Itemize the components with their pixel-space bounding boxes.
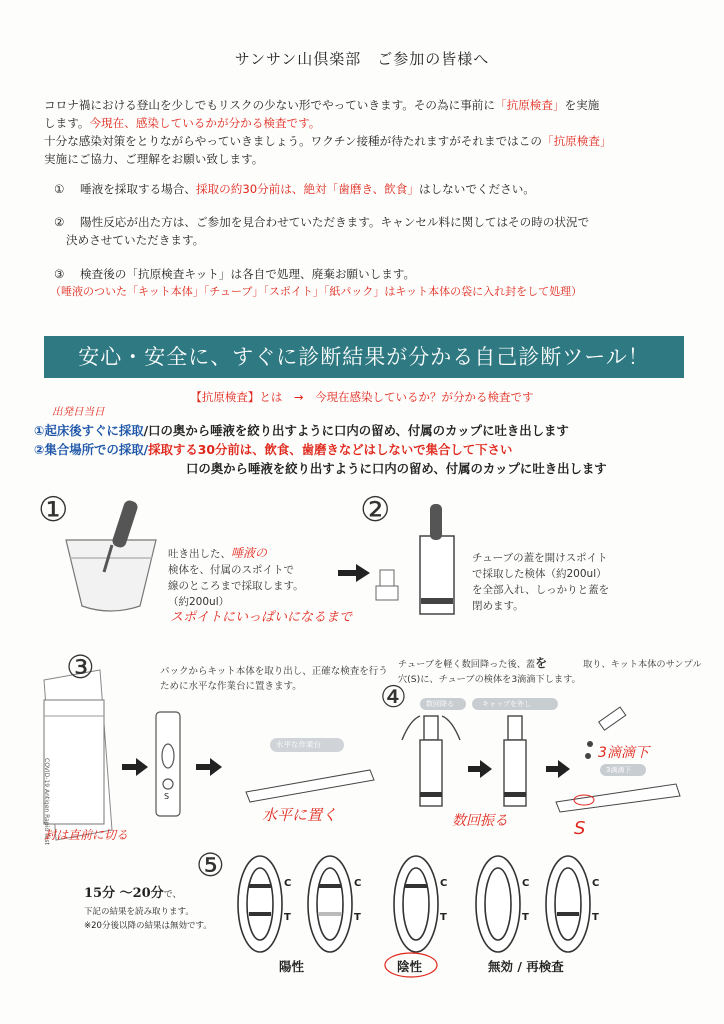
step-1-note: スポイトにいっぱいになるまで	[170, 610, 353, 625]
kit-s-label: S	[164, 792, 170, 801]
antigen-desc: 今現在感染しているか？が分かる検査です	[315, 390, 534, 404]
rule-1-c: 「歯磨き、飲食」	[326, 182, 419, 196]
step-3-b: ために水平な作業台に置きます。	[160, 681, 302, 692]
step-3-a: パックからキット本体を取り出し、正確な検査を行う	[160, 666, 388, 677]
intro-l1c: を実施	[564, 98, 600, 112]
arrow-4	[468, 760, 492, 778]
rule-1-d: はしないでください。	[418, 182, 535, 196]
step-5-a: 下記の結果を読み取ります。	[84, 907, 194, 917]
collect-1-a: ①起床後すぐに採取	[34, 423, 144, 438]
step-1-hand: 唾液の	[231, 546, 268, 560]
step-2-text	[472, 550, 609, 614]
step-2-b: で採取した検体（約200ul）	[472, 568, 607, 580]
collect-3: 口の奥から唾液を絞り出すように口内の留め、付属のカップに吐き出します	[186, 461, 607, 476]
rule-1-b: 採取の約30分前は、絶対	[195, 182, 327, 196]
step-4-text	[398, 656, 708, 687]
step-4-drops-note: 3滴滴下	[598, 745, 649, 761]
step-1-a: 吐き出した、	[168, 548, 231, 560]
step-4-tag-drops: 3滴滴下	[606, 766, 632, 774]
arrow-1	[338, 564, 370, 582]
collect-2-b: 採取する30分前は、飲食、歯磨きなどはしないで集合して下さい	[148, 442, 513, 457]
arrow-3	[196, 758, 222, 776]
step-4-hand: を	[535, 656, 548, 670]
step-1-d: （約200ul）	[168, 596, 230, 608]
cassette-2-c: C	[354, 878, 362, 889]
arrow-5	[546, 760, 570, 778]
step-5-text	[84, 882, 212, 933]
collect-1-b: /口の奥から唾液を絞り出すように口内の留め、付属のカップに吐き出します	[143, 423, 569, 438]
step-1-number: ①	[38, 490, 69, 530]
step-4-tag-shake: 数回降る	[426, 700, 454, 708]
step-2-a: チューブの蓋を開けスポイト	[472, 552, 608, 564]
collect-2-a: ②集合場所での採取/	[34, 442, 149, 457]
step-2-d: 閉めます。	[472, 600, 524, 612]
step-4-c: 穴(S)に、チューブの検体を3滴滴下します。	[398, 674, 581, 685]
step-4-number: ④	[380, 680, 407, 715]
rule-3-b: （唾液のついた「キット本体」「チューブ」「スポイト」「紙パック」はキット本体の袋に入れ封をして処理）	[50, 285, 583, 298]
cassette-1-c: C	[284, 878, 292, 889]
kit-pack-illustration	[44, 670, 112, 840]
step-1-text	[168, 545, 304, 610]
cassette-5-t: T	[592, 912, 599, 923]
step-5-b: ※20分後以降の結果は無効です。	[84, 921, 212, 931]
result-cassettes	[238, 856, 590, 952]
arrow-2	[122, 758, 148, 776]
step-4-b: 取り、キット本体のサンプル	[583, 659, 702, 670]
step-3-note: 水平に置く	[262, 806, 338, 824]
result-negative-label: 陰性	[397, 959, 423, 974]
step-4-a: チューブを軽く数回降った後、蓋	[398, 659, 536, 670]
step-3-seal-note: 封は直前に切る	[44, 828, 129, 842]
handnote-departure-day: 出発日当日	[52, 406, 105, 418]
step-5-number: ⑤	[196, 846, 225, 884]
cassette-3-t: T	[440, 912, 447, 923]
banner: 安心・安全に、すぐに診断結果が分かる自己診断ツール！	[44, 336, 684, 378]
intro-l3b: 「抗原検査」	[541, 134, 612, 148]
rule-1-a: 唾液を採取する場合、	[80, 182, 196, 196]
intro-l2a: します。	[44, 116, 90, 130]
cassette-3-c: C	[440, 878, 448, 889]
step-5-time: 15分 ～20分	[84, 886, 164, 901]
rule-2-number: ②	[54, 215, 65, 229]
antigen-label: 【抗原検査】とは →	[190, 390, 316, 404]
cassette-4-t: T	[522, 912, 529, 923]
cassette-1-t: T	[284, 912, 291, 923]
step-3-text	[160, 664, 388, 694]
rule-3-number: ③	[54, 267, 65, 281]
step-4-s-note: S	[574, 818, 586, 839]
cassette-4-c: C	[522, 878, 530, 889]
rule-2-a: 陽性反応が出た方は、ご参加を見合わせていただきます。キャンセル料に関してはその時の状況で	[80, 215, 590, 229]
kit-pack-label: COVID-19 Antigen Rapid Test	[43, 758, 50, 845]
result-invalid-label: 無効 / 再検査	[488, 959, 564, 974]
step-4-shake-note: 数回振る	[452, 813, 508, 829]
rule-2-b: 決めさせていただきます。	[66, 233, 205, 247]
intro-l2b: 今現在、感染しているかが分かる検査です。	[89, 116, 321, 130]
step-3-tag: 水平な作業台	[276, 740, 321, 749]
step-2-c: を全部入れ、しっかりと蓋を	[472, 584, 610, 596]
step-1-b: 検体を、付属のスポイトで	[168, 564, 294, 576]
intro-l3a: 十分な感染対策をとりながらやっていきましょう。ワクチン接種が待たれますがそれまではこの	[44, 134, 542, 148]
step-5-de: で、	[163, 890, 182, 900]
result-positive-label: 陽性	[279, 959, 305, 974]
step-3-number: ③	[66, 648, 95, 686]
intro-l1b: 「抗原検査」	[495, 98, 565, 112]
rule-1-number: ①	[54, 182, 65, 196]
step-2-number: ②	[360, 490, 391, 530]
cassette-2-t: T	[354, 912, 361, 923]
page-title: サンサン山倶楽部 ご参加の皆様へ	[234, 50, 490, 68]
intro-l1a: コロナ禍における登山を少しでもリスクの少ない形でやっていきます。その為に事前に	[44, 98, 495, 112]
intro-l4: 実施にご協力、ご理解をお願い致します。	[44, 152, 264, 166]
step-1-c: 線のところまで採取します。	[168, 580, 304, 592]
cassette-5-c: C	[592, 878, 600, 889]
step-4-tag-cap: キャップを外し	[482, 700, 531, 708]
rule-3-a: 検査後の「抗原検査キット」は各自で処理、廃棄お願いします。	[80, 267, 416, 281]
